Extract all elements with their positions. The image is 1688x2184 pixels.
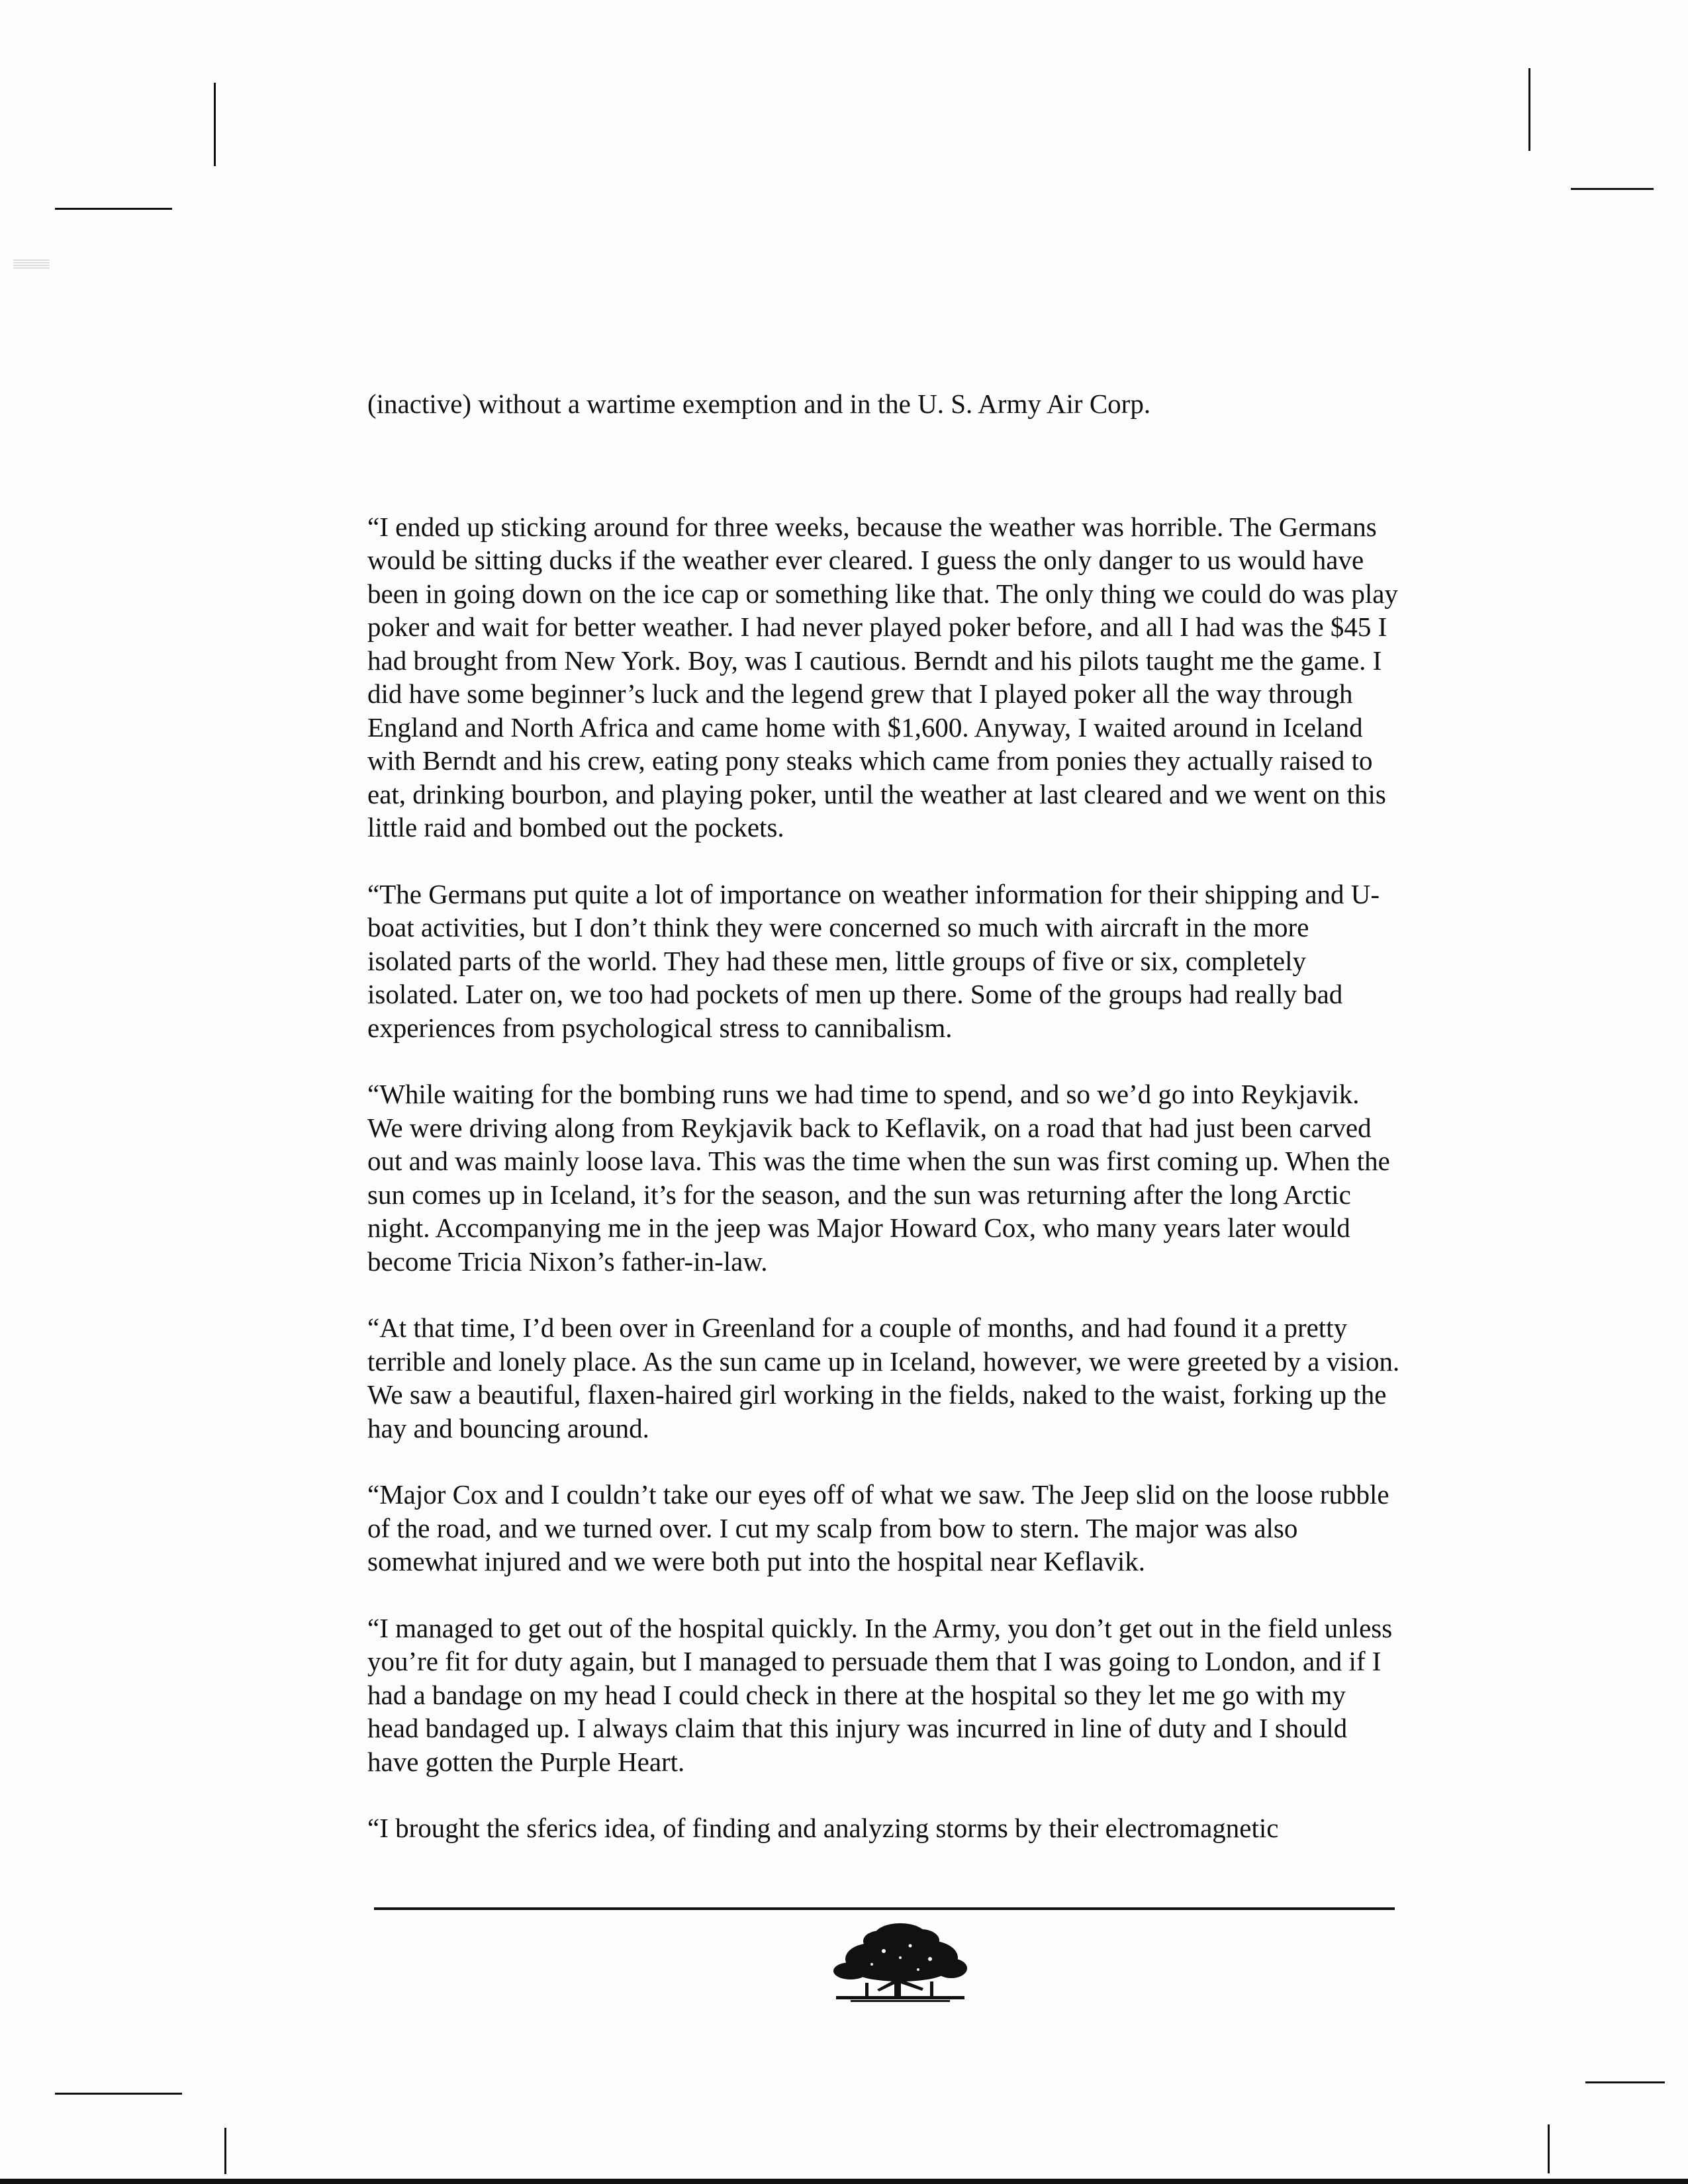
- crop-mark-bottom-right-vertical: [1548, 2124, 1550, 2173]
- paragraph-poker: “I ended up sticking around for three weeks, because the weather was horrible. The Germans would be sitting ducks if the weather ever cleared. I guess the only danger to us would have been in going down on the ice cap or something like that. The only thing we could do was play poker and wait for better weather. I had never played poker before, and all I had was the $45 I had brought from New York. Boy, was I cautious. Berndt and his pilots taught me the game. I did have some beginner’s luck and the legend grew that I played poker all the way through England and North Africa and came home with $1,600. Anyway, I waited around in Iceland with Berndt and his crew, eating pony steaks which came from ponies they actually raised to eat, drinking bourbon, and playing poker, until the weather at last cleared and we went on this little raid and bombed out the pockets.: [367, 511, 1398, 842]
- footer-rule: [374, 1907, 1395, 1910]
- paragraph-jeep-accident: “Major Cox and I couldn’t take our eyes off of what we saw. The Jeep slid on the loose rubble of the road, and we turned over. I cut my scalp from bow to stern. The major was also somewhat injured and we were both put into the hospital near Keflavik.: [367, 1479, 1389, 1576]
- crop-mark-top-right-horizontal: [1571, 188, 1654, 190]
- scan-bottom-edge: [0, 2179, 1688, 2184]
- crop-mark-bottom-right-horizontal: [1585, 2081, 1665, 2083]
- oak-tree-icon: [831, 1918, 970, 2008]
- crop-mark-bottom-left-horizontal: [55, 2093, 182, 2095]
- crop-mark-top-right-vertical: [1528, 68, 1530, 151]
- scan-artifact: [13, 259, 50, 269]
- paragraph-reykjavik-drive: “While waiting for the bombing runs we had time to spend, and so we’d go into Reykjavik. We were driving along from Reykjavik back to Keflavik, on a road that had just been carved out and was mainly loose lava. This was the time when the sun was first coming up. When the sun comes up in Iceland, it’s for the season, and the sun was returning after the long Arctic night. Accompanying me in the jeep was Major Howard Cox, who many years later would become Tricia Nixon’s father-in-law.: [367, 1079, 1390, 1277]
- paragraph-germans-weather: “The Germans put quite a lot of importance on weather information for their shipping and U-boat activities, but I don’t think they were concerned so much with aircraft in the more isolated parts of the world. They had these men, little groups of five or six, completely isolated. Later on, we too had pockets of men up there. Some of the groups had really bad experiences from psychological stress to cannibalism.: [367, 878, 1380, 1043]
- crop-mark-bottom-left-vertical: [224, 2128, 226, 2174]
- paragraph-hospital: “I managed to get out of the hospital quickly. In the Army, you don’t get out in the field unless you’re fit for duty again, but I managed to persuade them that I was going to London, and if I had a bandage on my head I could check in there at the hospital so they let me go with my head bandaged up. I always claim that this injury was incurred in line of duty and I should have gotten the Purple Heart.: [367, 1612, 1393, 1777]
- paragraph-greenland-vision: “At that time, I’d been over in Greenland for a couple of months, and had found it a pretty terrible and lonely place. As the sun came up in Iceland, however, we were greeted by a vision. We saw a beautiful, flaxen-haired girl working in the fields, naked to the waist, forking up the hay and bouncing around.: [367, 1312, 1400, 1443]
- paragraph-sferics: “I brought the sferics idea, of finding and analyzing storms by their electromagnetic: [367, 1813, 1279, 1843]
- paragraph-continuation: (inactive) without a wartime exemption and in the U. S. Army Air Corp.: [367, 388, 1151, 419]
- crop-mark-top-left-vertical: [214, 83, 216, 166]
- crop-mark-top-left-horizontal: [55, 208, 172, 210]
- page-body: [367, 387, 1400, 1845]
